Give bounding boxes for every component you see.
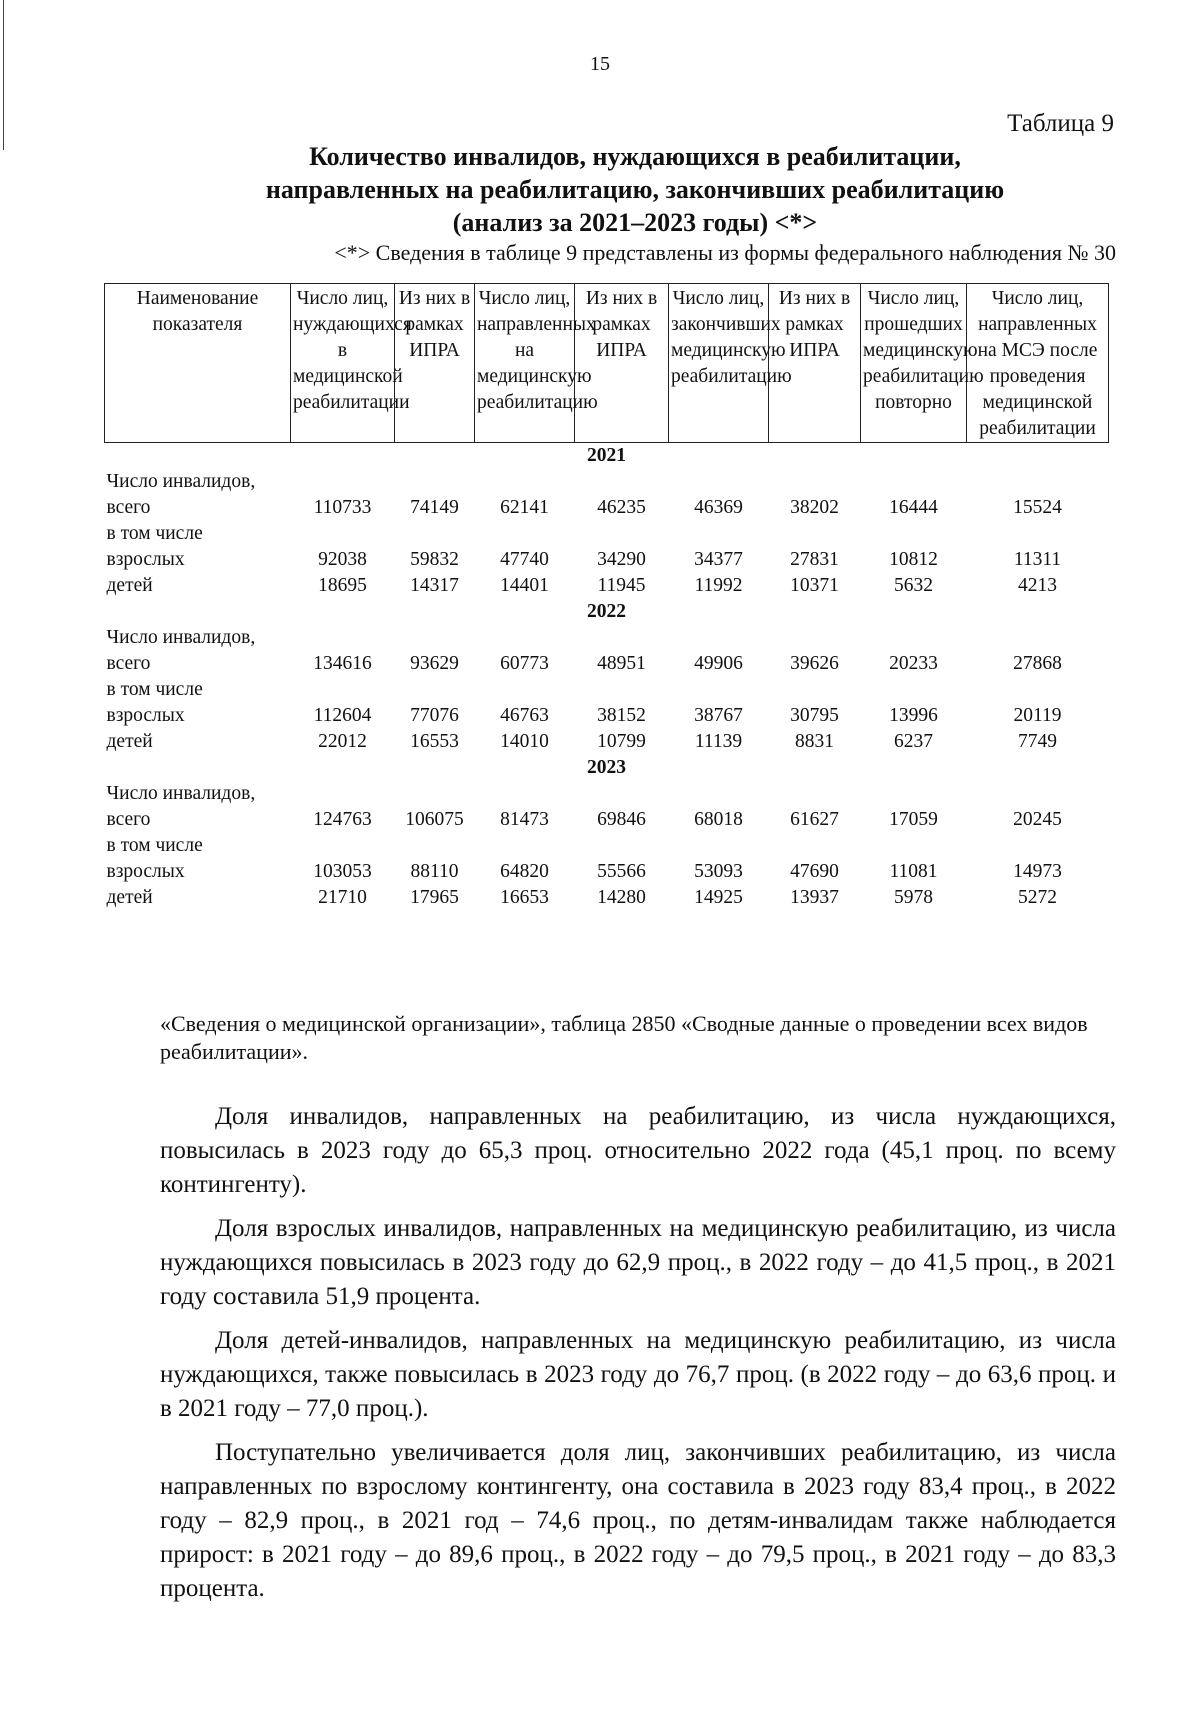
empty-cell: [861, 833, 967, 859]
row-label: детей: [106, 731, 153, 752]
value-cell: 74149: [410, 497, 459, 518]
empty-cell: [395, 625, 475, 651]
row-label: взрослых: [106, 705, 185, 726]
paragraph: Доля детей-инвалидов, направленных на медицинскую реабилитацию, из числа нуждающихся, также повысилась в 2023 году до 76,7 проц. (в 2022 году – до 63,6 проц. и в 2021 году – 77,0 проц.).: [160, 1327, 1116, 1422]
empty-cell: [669, 625, 769, 651]
value-cell: 53093: [694, 861, 743, 882]
header-cell: Число лиц, закончивших медицинскую реабилитацию: [669, 284, 769, 443]
row-label: Число инвалидов,: [106, 471, 256, 492]
header-cell: Из них в рамках ИПРА: [769, 284, 861, 443]
empty-cell: [475, 677, 575, 703]
total-row: [105, 807, 1109, 833]
value-cell: 106075: [405, 809, 464, 830]
row-label: всего: [106, 497, 151, 518]
empty-cell: [575, 469, 669, 495]
value-cell: 5632: [894, 575, 933, 596]
value-cell: 13937: [790, 887, 839, 908]
total-row: [105, 651, 1109, 677]
table-row: [105, 859, 1109, 885]
total-label-row: [105, 781, 1109, 807]
value-cell: 46763: [500, 705, 549, 726]
value-cell: 22012: [318, 731, 367, 752]
value-cell: 15524: [1013, 497, 1062, 518]
empty-cell: [475, 833, 575, 859]
value-cell: 27868: [1013, 653, 1062, 674]
value-cell: 34290: [597, 549, 646, 570]
total-row: [105, 495, 1109, 521]
value-cell: 46369: [694, 497, 743, 518]
value-cell: 5978: [894, 887, 933, 908]
value-cell: 39626: [790, 653, 839, 674]
value-cell: 68018: [694, 809, 743, 830]
value-cell: 20245: [1013, 809, 1062, 830]
empty-cell: [395, 521, 475, 547]
empty-cell: [291, 625, 395, 651]
empty-cell: [669, 781, 769, 807]
subtitle-row: [105, 677, 1109, 703]
value-cell: 38202: [790, 497, 839, 518]
value-cell: 60773: [500, 653, 549, 674]
value-cell: 47740: [500, 549, 549, 570]
empty-cell: [669, 677, 769, 703]
header-cell: Число лиц, направленных на медицинскую реабилитацию: [475, 284, 575, 443]
value-cell: 47690: [790, 861, 839, 882]
subtitle-row: [105, 833, 1109, 859]
value-cell: 30795: [790, 705, 839, 726]
table-label: Таблица 9: [1007, 110, 1114, 137]
empty-cell: [861, 677, 967, 703]
row-label: Число инвалидов,: [106, 783, 256, 804]
empty-cell: [861, 521, 967, 547]
empty-cell: [967, 469, 1109, 495]
value-cell: 81473: [500, 809, 549, 830]
year-row: [105, 443, 1109, 470]
year-row: [105, 755, 1109, 781]
value-cell: 10799: [597, 731, 646, 752]
value-cell: 21710: [318, 887, 367, 908]
empty-cell: [769, 625, 861, 651]
row-subtitle: в том числе: [106, 835, 203, 856]
empty-cell: [575, 833, 669, 859]
empty-cell: [669, 469, 769, 495]
value-cell: 14401: [500, 575, 549, 596]
empty-cell: [967, 677, 1109, 703]
empty-cell: [669, 521, 769, 547]
value-cell: 10812: [889, 549, 938, 570]
value-cell: 46235: [597, 497, 646, 518]
empty-cell: [475, 781, 575, 807]
empty-cell: [669, 833, 769, 859]
total-label-row: [105, 625, 1109, 651]
empty-cell: [861, 781, 967, 807]
title-line: направленных на реабилитацию, закончивших реабилитацию: [265, 175, 1005, 204]
empty-cell: [291, 833, 395, 859]
empty-cell: [769, 781, 861, 807]
header-cell: Из них в рамках ИПРА: [575, 284, 669, 443]
value-cell: 112604: [313, 705, 372, 726]
value-cell: 11139: [694, 731, 743, 752]
table-body: [105, 443, 1109, 912]
row-label: детей: [106, 887, 153, 908]
header-cell: Число лиц, нуждающихся в медицинской реабилитации: [291, 284, 395, 443]
value-cell: 69846: [597, 809, 646, 830]
value-cell: 103053: [313, 861, 372, 882]
header-cell: Наименование показателя: [105, 284, 291, 443]
value-cell: 38767: [694, 705, 743, 726]
empty-cell: [291, 521, 395, 547]
value-cell: 49906: [694, 653, 743, 674]
header-cell: Число лиц, направленных на МСЭ после проведения медицинской реабилитации: [967, 284, 1109, 443]
table-source-note: <*> Сведения в таблице 9 представлены из формы федерального наблюдения № 30: [334, 240, 1116, 265]
row-label: всего: [106, 809, 151, 830]
rehabilitation-table: [104, 283, 1109, 911]
value-cell: 6237: [894, 731, 933, 752]
empty-cell: [395, 677, 475, 703]
empty-cell: [291, 469, 395, 495]
empty-cell: [967, 781, 1109, 807]
value-cell: 5272: [1018, 887, 1057, 908]
table-header-row: [105, 284, 1109, 443]
year-cell: 2021: [587, 445, 626, 466]
row-label: всего: [106, 653, 151, 674]
empty-cell: [769, 677, 861, 703]
value-cell: 16653: [500, 887, 549, 908]
header-cell: Число лиц, прошедших медицинскую реабилитацию повторно: [861, 284, 967, 443]
table-row: [105, 729, 1109, 755]
row-label: взрослых: [106, 549, 185, 570]
empty-cell: [291, 677, 395, 703]
value-cell: 10371: [790, 575, 839, 596]
empty-cell: [769, 521, 861, 547]
value-cell: 16553: [410, 731, 459, 752]
empty-cell: [967, 833, 1109, 859]
value-cell: 62141: [500, 497, 549, 518]
value-cell: 14973: [1013, 861, 1062, 882]
paragraph: Поступательно увеличивается доля лиц, закончивших реабилитацию, из числа направленных по взрослому контингенту, она составила в 2023 году 83,4 проц., в 2022 году – 82,9 проц., в 2021 год – 74,6 проц., по детям-инвалидам также наблюдается прирост: в 2021 году – до 89,6 проц., в 2022 году – до 79,5 проц., в 2021 году – до 83,3 процента.: [160, 1439, 1116, 1602]
row-subtitle: в том числе: [106, 523, 203, 544]
table-row: [105, 573, 1109, 599]
value-cell: 34377: [694, 549, 743, 570]
subtitle-row: [105, 521, 1109, 547]
paragraph: Доля инвалидов, направленных на реабилитацию, из числа нуждающихся, повысилась в 2023 году до 65,3 проц. относительно 2022 года (45,1 проц. по всему контингенту).: [160, 1103, 1116, 1198]
header-cell: Из них в рамках ИПРА: [395, 284, 475, 443]
value-cell: 61627: [790, 809, 839, 830]
empty-cell: [861, 625, 967, 651]
value-cell: 93629: [410, 653, 459, 674]
empty-cell: [291, 781, 395, 807]
value-cell: 20233: [889, 653, 938, 674]
empty-cell: [475, 469, 575, 495]
title-line: Количество инвалидов, нуждающихся в реабилитации,: [309, 142, 961, 171]
value-cell: 59832: [410, 549, 459, 570]
value-cell: 11992: [694, 575, 743, 596]
empty-cell: [769, 833, 861, 859]
year-cell: 2022: [587, 601, 626, 622]
body-text: [160, 1100, 1116, 1616]
value-cell: 48951: [597, 653, 646, 674]
empty-cell: [575, 521, 669, 547]
row-label: Число инвалидов,: [106, 627, 256, 648]
value-cell: 11945: [597, 575, 646, 596]
value-cell: 92038: [318, 549, 367, 570]
empty-cell: [575, 625, 669, 651]
total-label-row: [105, 469, 1109, 495]
page-number: 15: [590, 53, 610, 75]
table-row: [105, 703, 1109, 729]
value-cell: 11311: [1013, 549, 1062, 570]
value-cell: 17965: [410, 887, 459, 908]
value-cell: 64820: [500, 861, 549, 882]
table-title: [150, 140, 1120, 239]
value-cell: 134616: [313, 653, 372, 674]
empty-cell: [575, 677, 669, 703]
value-cell: 18695: [318, 575, 367, 596]
empty-cell: [769, 469, 861, 495]
value-cell: 14280: [597, 887, 646, 908]
year-row: [105, 599, 1109, 625]
value-cell: 14317: [410, 575, 459, 596]
empty-cell: [395, 469, 475, 495]
value-cell: 27831: [790, 549, 839, 570]
empty-cell: [967, 625, 1109, 651]
table-row: [105, 885, 1109, 911]
value-cell: 8831: [795, 731, 834, 752]
value-cell: 14010: [500, 731, 549, 752]
value-cell: 20119: [1013, 705, 1062, 726]
value-cell: 11081: [889, 861, 938, 882]
row-label: детей: [106, 575, 153, 596]
value-cell: 16444: [889, 497, 938, 518]
value-cell: 88110: [410, 861, 459, 882]
empty-cell: [967, 521, 1109, 547]
value-cell: 13996: [889, 705, 938, 726]
year-cell: 2023: [587, 757, 626, 778]
value-cell: 110733: [313, 497, 372, 518]
row-label: взрослых: [106, 861, 185, 882]
title-line: (анализ за 2021–2023 годы) <*>: [452, 208, 818, 237]
value-cell: 55566: [597, 861, 646, 882]
value-cell: 4213: [1018, 575, 1057, 596]
empty-cell: [475, 521, 575, 547]
value-cell: 124763: [313, 809, 372, 830]
value-cell: 38152: [597, 705, 646, 726]
value-cell: 17059: [889, 809, 938, 830]
empty-cell: [575, 781, 669, 807]
table-row: [105, 547, 1109, 573]
value-cell: 77076: [410, 705, 459, 726]
footnote-continuation: «Сведения о медицинской организации», таблица 2850 «Сводные данные о проведении всех видов реабилитации».: [160, 1011, 1088, 1064]
paragraph: Доля взрослых инвалидов, направленных на медицинскую реабилитацию, из числа нуждающихся повысилась в 2023 году до 62,9 проц., в 2022 году – до 41,5 проц., в 2021 году составила 51,9 процента.: [160, 1215, 1116, 1310]
row-subtitle: в том числе: [106, 679, 203, 700]
empty-cell: [395, 781, 475, 807]
value-cell: 7749: [1018, 731, 1057, 752]
empty-cell: [861, 469, 967, 495]
empty-cell: [475, 625, 575, 651]
value-cell: 14925: [694, 887, 743, 908]
empty-cell: [395, 833, 475, 859]
